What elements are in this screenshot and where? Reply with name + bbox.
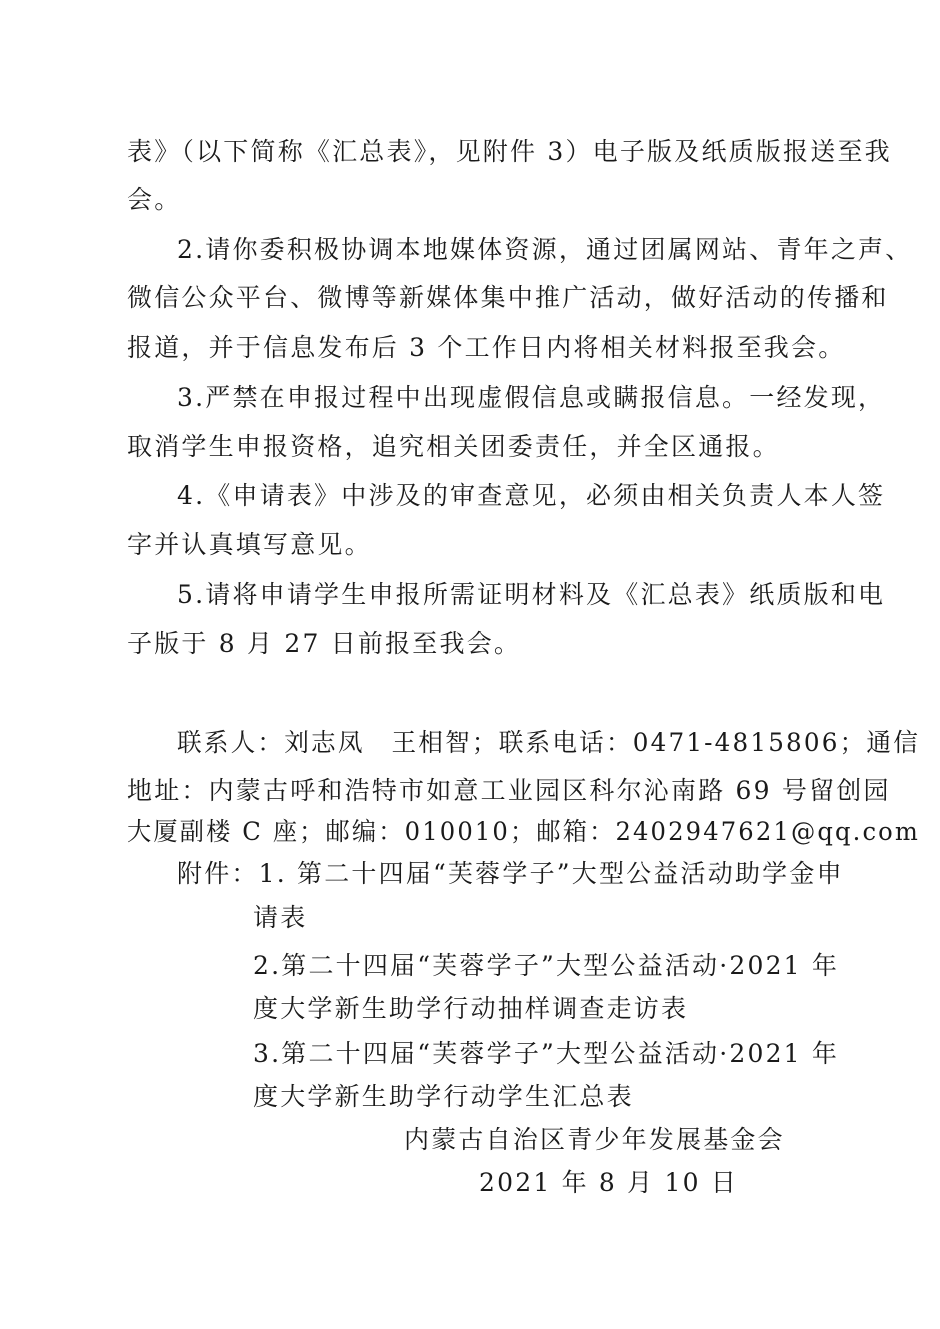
item-3-line-2: 取消学生申报资格，追究相关团委责任，并全区通报。 — [127, 432, 780, 461]
item-5-line-1: 5.请将申请学生申报所需证明材料及《汇总表》纸质版和电 — [177, 580, 886, 609]
continuation-line-2: 会。 — [127, 185, 182, 214]
item-3-line-1: 3.严禁在申报过程中出现虚假信息或瞒报信息。一经发现， — [177, 383, 886, 412]
item-2-line-2: 微信公众平台、微博等新媒体集中推广活动，做好活动的传播和 — [127, 283, 889, 312]
item-2-line-1: 2.请你委积极协调本地媒体资源，通过团属网站、青年之声、 — [177, 235, 913, 264]
continuation-line-1: 表》（以下简称《汇总表》，见附件 3）电子版及纸质版报送至我 — [127, 137, 892, 166]
item-4-line-2: 字并认真填写意见。 — [127, 530, 372, 559]
contact-line-3: 大厦副楼 C 座；邮编：010010；邮箱：2402947621@qq.com — [127, 817, 920, 846]
attachments-line-1: 附件：1. 第二十四届“芙蓉学子”大型公益活动助学金申 — [177, 859, 844, 888]
attachment-2-line-2: 度大学新生助学行动抽样调查走访表 — [253, 994, 689, 1023]
attachment-3-line-2: 度大学新生助学行动学生汇总表 — [253, 1082, 634, 1111]
item-5-line-2: 子版于 8 月 27 日前报至我会。 — [127, 629, 522, 658]
signature-date: 2021 年 8 月 10 日 — [479, 1168, 739, 1197]
attachment-2-line-1: 2.第二十四届“芙蓉学子”大型公益活动·2021 年 — [253, 951, 840, 980]
signature-organization: 内蒙古自治区青少年发展基金会 — [404, 1125, 785, 1154]
item-2-line-3: 报道，并于信息发布后 3 个工作日内将相关材料报至我会。 — [127, 333, 846, 362]
contact-line-1: 联系人：刘志凤 王相智；联系电话：0471-4815806；通信 — [177, 728, 921, 757]
item-4-line-1: 4.《申请表》中涉及的审查意见，必须由相关负责人本人签 — [177, 481, 886, 510]
attachment-1-line-2: 请表 — [253, 903, 308, 932]
attachment-3-line-1: 3.第二十四届“芙蓉学子”大型公益活动·2021 年 — [253, 1039, 840, 1068]
contact-line-2: 地址：内蒙古呼和浩特市如意工业园区科尔沁南路 69 号留创园 — [127, 776, 891, 805]
